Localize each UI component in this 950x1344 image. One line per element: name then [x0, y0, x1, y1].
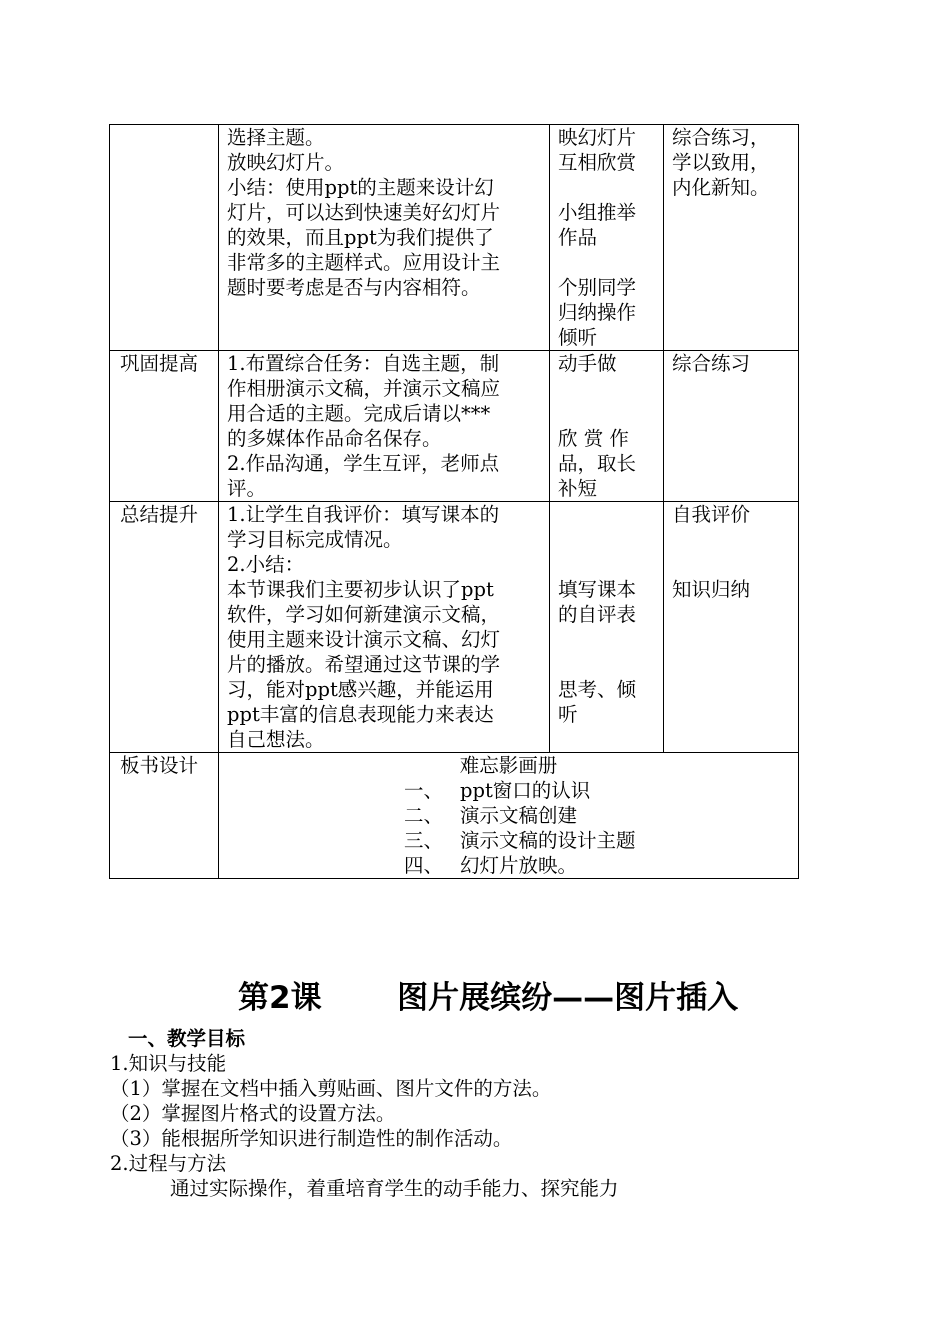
subheading-knowledge-skills: 1.知识与技能: [110, 1052, 227, 1075]
student-activity-cell-line: [558, 401, 655, 426]
content-cell-line: 灯片，可以达到快速美好幻灯片: [227, 201, 501, 224]
board-item-number: 四、: [404, 854, 444, 877]
board-item-number: 三、: [404, 829, 444, 852]
student-activity-cell-line: 欣 赏 作: [558, 427, 629, 450]
design-intent-cell: [664, 125, 799, 351]
board-item-text: 幻灯片放映。: [460, 854, 578, 877]
table-row: [110, 351, 799, 502]
design-intent-cell-line: 学以致用，: [672, 151, 770, 174]
content-cell-line: 选择主题。: [227, 126, 325, 149]
goal-item: （2）掌握图片格式的设置方法。: [110, 1102, 396, 1125]
student-activity-cell-line: 归纳操作: [558, 301, 637, 324]
board-item-number: 一、: [404, 779, 444, 802]
lesson-title: 第2课 图片展缤纷——图片插入: [238, 980, 739, 1016]
lesson-body: [110, 1026, 870, 1201]
content-cell-line: 习，能对ppt感兴趣，并能运用: [227, 678, 494, 701]
student-activity-cell: [550, 125, 664, 351]
student-activity-cell-line: 填写课本: [558, 578, 637, 601]
student-activity-cell-line: 作品: [558, 226, 598, 249]
board-item-number: 二、: [404, 804, 444, 827]
content-cell-line: 学习目标完成情况。: [227, 528, 403, 551]
content-cell: [219, 351, 550, 502]
student-activity-cell-line: 互相欣赏: [558, 151, 637, 174]
student-activity-cell-line: [558, 250, 655, 275]
board-item-text: ppt窗口的认识: [460, 779, 591, 802]
design-intent-cell-line: 综合练习: [672, 352, 751, 375]
student-activity-cell-line: [558, 502, 655, 527]
table-row: [110, 125, 799, 351]
student-activity-cell-line: [558, 552, 655, 577]
student-activity-cell-line: [558, 175, 655, 200]
stage-cell: 总结提升: [110, 502, 219, 753]
content-cell: [219, 502, 550, 753]
content-cell-line: 1.布置综合任务：自选主题，制: [227, 352, 500, 375]
content-cell-line: 放映幻灯片。: [227, 151, 345, 174]
board-design-cell: [219, 753, 799, 879]
content-cell-line: 1.让学生自我评价：填写课本的: [227, 503, 500, 526]
process-text: 通过实际操作，着重培育学生的动手能力、探究能力: [170, 1177, 619, 1200]
content-cell-line: ppt丰富的信息表现能力来表达: [227, 703, 494, 726]
table-row: [110, 502, 799, 753]
content-cell-line: 作相册演示文稿，并演示文稿应: [227, 377, 501, 400]
content-cell-line: 自己想法。: [227, 728, 325, 751]
content-cell-line: 题时要考虑是否与内容相符。: [227, 276, 481, 299]
content-cell-line: 用合适的主题。完成后请以***: [227, 402, 491, 425]
student-activity-cell-line: [558, 627, 655, 652]
stage-cell: 板书设计: [110, 753, 219, 879]
student-activity-cell-line: 听: [558, 703, 578, 726]
student-activity-cell-line: 倾听: [558, 326, 598, 349]
student-activity-cell-line: 动手做: [558, 352, 617, 375]
student-activity-cell-line: 映幻灯片: [558, 126, 637, 149]
table-row-board-design: [110, 753, 799, 879]
design-intent-cell-line: [672, 527, 790, 552]
design-intent-cell-line: 知识归纳: [672, 578, 751, 601]
stage-cell: 巩固提高: [110, 351, 219, 502]
board-item: [227, 778, 790, 803]
content-cell-line: 本节课我们主要初步认识了ppt: [227, 578, 494, 601]
board-item-text: 演示文稿创建: [460, 804, 578, 827]
student-activity-cell: [550, 351, 664, 502]
goal-item: （3）能根据所学知识进行制造性的制作活动。: [110, 1127, 513, 1150]
board-title: 难忘影画册: [459, 754, 558, 777]
content-cell-line: 片的播放。希望通过这节课的学: [227, 653, 501, 676]
content-cell-line: 2.作品沟通，学生互评，老师点: [227, 452, 500, 475]
content-cell-line: 评。: [227, 477, 267, 500]
board-item: [227, 853, 790, 878]
content-cell-line: 软件，学习如何新建演示文稿，: [227, 603, 501, 626]
design-intent-cell-line: [672, 552, 790, 577]
subheading-process-methods: 2.过程与方法: [110, 1152, 227, 1175]
content-cell-line: 非常多的主题样式。应用设计主: [227, 251, 501, 274]
lesson-plan-table: [109, 124, 799, 879]
stage-cell: [110, 125, 219, 351]
student-activity-cell-line: 个别同学: [558, 276, 637, 299]
design-intent-cell-line: 内化新知。: [672, 176, 770, 199]
board-item: [227, 828, 790, 853]
goal-item: （1）掌握在文档中插入剪贴画、图片文件的方法。: [110, 1077, 552, 1100]
board-item-text: 演示文稿的设计主题: [460, 829, 636, 852]
student-activity-cell-line: 思考、倾: [558, 678, 637, 701]
student-activity-cell-line: 品，取长: [558, 452, 637, 475]
design-intent-cell-line: 综合练习，: [672, 126, 770, 149]
content-cell-line: 2.小结：: [227, 553, 305, 576]
design-intent-cell-line: 自我评价: [672, 503, 751, 526]
student-activity-cell-line: 小组推举: [558, 201, 637, 224]
content-cell-line: 的效果，而且ppt为我们提供了: [227, 226, 494, 249]
section-heading-teaching-goals: 一、教学目标: [128, 1027, 246, 1050]
design-intent-cell: [664, 351, 799, 502]
student-activity-cell-line: 的自评表: [558, 603, 637, 626]
board-item: [227, 803, 790, 828]
content-cell: [219, 125, 550, 351]
student-activity-cell-line: [558, 527, 655, 552]
content-cell-line: 小结：使用ppt的主题来设计幻: [227, 176, 494, 199]
content-cell-line: 使用主题来设计演示文稿、幻灯: [227, 628, 501, 651]
student-activity-cell: [550, 502, 664, 753]
student-activity-cell-line: [558, 652, 655, 677]
student-activity-cell-line: [558, 376, 655, 401]
design-intent-cell: [664, 502, 799, 753]
content-cell-line: 的多媒体作品命名保存。: [227, 427, 442, 450]
student-activity-cell-line: 补短: [558, 477, 598, 500]
